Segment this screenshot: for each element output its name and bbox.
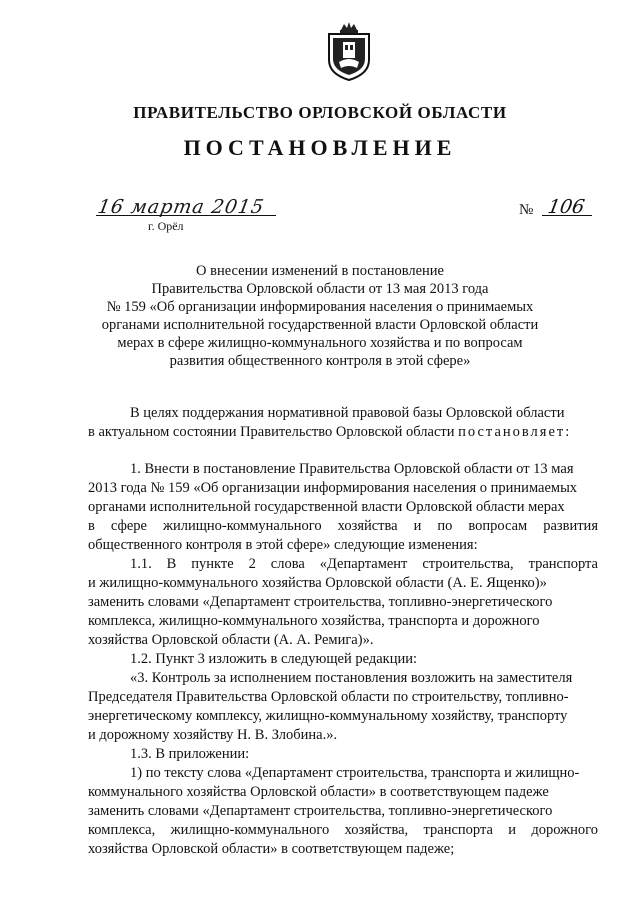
body-line: 2013 года № 159 «Об организации информирования населения о принимаемых [88,480,578,496]
body-line: Председателя Правительства Орловской области по строительству, топливно- [88,689,569,705]
body-line: комплекса, жилищно-коммунального хозяйства, транспорта и дорожного [88,822,598,838]
number-label: № [519,202,534,218]
title-line: мерах в сфере жилищно-коммунального хозяйства и по вопросам [117,335,523,351]
body-line: 1.2. Пункт 3 изложить в следующей редакции: [130,651,418,667]
body-line: комплекса, жилищно-коммунального хозяйства, транспорта и дорожного [88,613,540,629]
body-line: энергетическому комплексу, жилищно-коммунальному хозяйству, транспорту [88,708,568,724]
document-type: ПОСТАНОВЛЕНИЕ [183,135,457,160]
title-line: органами исполнительной государственной власти Орловской области [101,317,539,333]
government-name: ПРАВИТЕЛЬСТВО ОРЛОВСКОЙ ОБЛАСТИ [133,103,507,122]
body-line: 1.1. В пункте 2 слова «Департамент строительства, транспорта [130,556,598,572]
body-line: хозяйства Орловской области (А. А. Ремига)». [88,632,374,648]
resolves-word: постановляет: [458,424,572,440]
body-line: в сфере жилищно-коммунального хозяйства и по вопросам развития [88,518,598,534]
body-line: органами исполнительной государственной власти Орловской области мерах [88,499,565,515]
title-line: № 159 «Об организации информирования населения о принимаемых [106,299,534,315]
coat-of-arms-emblem [326,22,372,82]
body-line: 1) по тексту слова «Департамент строительства, транспорта и жилищно- [130,765,580,781]
number-underline [542,215,592,216]
title-line: О внесении изменений в постановление [196,263,444,279]
handwritten-number: 106 [546,196,587,218]
body-line: «3. Контроль за исполнением постановления возложить на заместителя [130,670,573,686]
body-line: общественного контроля в этой сфере» следующие изменения: [88,537,478,553]
city-label: г. Орёл [148,219,184,233]
body-line: и жилищно-коммунального хозяйства Орловской области (А. Е. Ященко)» [88,575,547,591]
preamble-line: В целях поддержания нормативной правовой базы Орловской области [130,405,565,421]
body-line: хозяйства Орловской области» в соответствующем падеже; [88,841,455,857]
body-line: и дорожному хозяйству Н. В. Злобина.». [88,727,338,743]
preamble-line [88,424,598,441]
body-line: заменить словами «Департамент строительства, топливно-энергетического [88,803,553,819]
body-line: коммунального хозяйства Орловской области» в соответствующем падеже [88,784,549,800]
preamble-text: в актуальном состоянии Правительство Орловской области [88,424,459,440]
title-line: Правительства Орловской области от 13 мая 2013 года [151,281,489,297]
date-underline [96,215,276,216]
handwritten-date: 16 марта 2015 [96,196,267,218]
body-line: 1.3. В приложении: [130,746,250,762]
title-line: развития общественного контроля в этой сфере» [169,353,471,369]
body-line: заменить словами «Департамент строительства, топливно-энергетического [88,594,553,610]
body-line: 1. Внести в постановление Правительства Орловской области от 13 мая [130,461,574,477]
